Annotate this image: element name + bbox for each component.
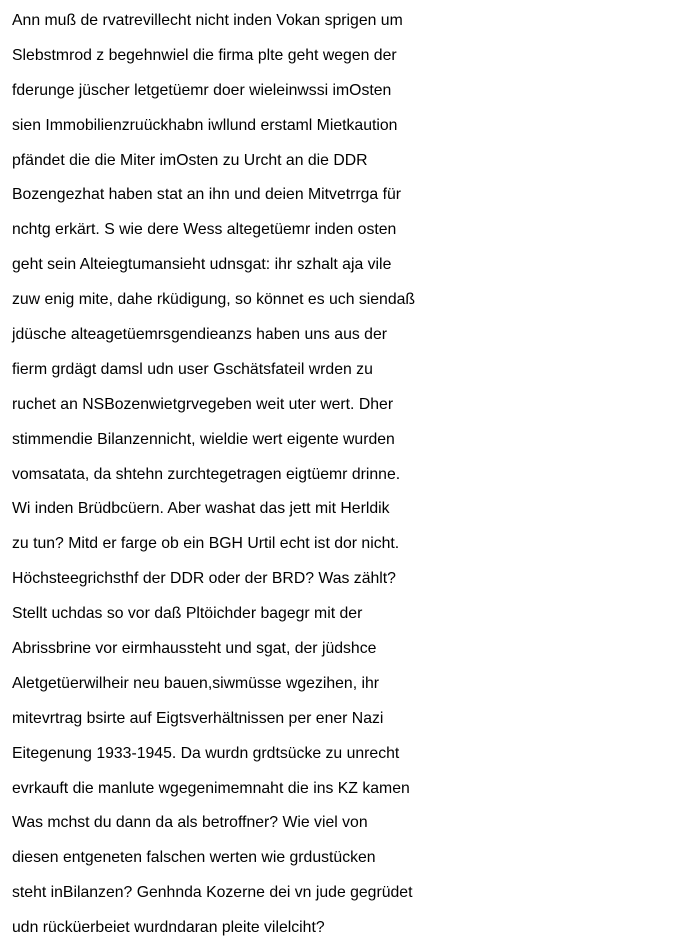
text-line-10: jdüsche alteagetüemrsgendieanzs haben uns aus der	[12, 326, 387, 344]
text-line-20: Aletgetüerwilheir neu bauen,siwmüsse wgezihen, ihr	[12, 674, 380, 692]
text-line-25: diesen entgeneten falschen werten wie grdustücken	[12, 849, 376, 867]
text-line-9: zuw enig mite, dahe rküdigung, so könnet es uch siendaß	[12, 291, 416, 309]
text-line-5: pfändet die die Miter imOsten zu Urcht an die DDR	[12, 151, 368, 169]
text-line-11: fierm grdägt damsl udn user Gschätsfateil wrden zu	[12, 360, 373, 378]
text-line-21: mitevrtrag bsirte auf Eigtsverhältnissen per ener Nazi	[12, 709, 384, 727]
text-line-24: Was mchst du dann da als betroffner? Wie viel von	[12, 814, 368, 832]
text-line-6: Bozengezhat haben stat an ihn und deien Mitvetrrga für	[12, 186, 402, 204]
text-line-15: Wi inden Brüdbcüern. Aber washat das jett mit Herldik	[12, 500, 390, 518]
text-line-23: evrkauft die manlute wgegenimemnaht die ins KZ kamen	[12, 779, 410, 797]
text-line-17: Höchsteegrichsthf der DDR oder der BRD? Was zählt?	[12, 570, 396, 588]
text-line-26: steht inBilanzen? Genhnda Kozerne dei vn jude gegrüdet	[12, 884, 413, 902]
text-line-22: Eitegenung 1933-1945. Da wurdn grdtsücke zu unrecht	[12, 744, 400, 762]
text-line-12: ruchet an NSBozenwietgrvegeben weit uter wert. Dher	[12, 395, 394, 413]
text-line-18: Stellt uchdas so vor daß Pltöichder bagegr mit der	[12, 605, 363, 623]
text-line-19: Abrissbrine vor eirmhaussteht und sgat, der jüdshce	[12, 640, 377, 658]
text-line-14: vomsatata, da shtehn zurchtegetragen eigtüemr drinne.	[12, 465, 401, 483]
text-line-4: sien Immobilienzruückhabn iwllund erstaml Mietkaution	[12, 116, 398, 134]
text-line-16: zu tun? Mitd er farge ob ein BGH Urtil echt ist dor nicht.	[12, 535, 400, 553]
text-line-2: Slebstmrod z begehnwiel die firma plte geht wegen der	[12, 46, 397, 64]
text-line-13: stimmendie Bilanzennicht, wieldie wert eigente wurden	[12, 430, 395, 448]
document-body	[12, 4, 682, 946]
text-line-27: udn rücküerbeiet wurdndaran pleite vilelciht?	[12, 919, 325, 937]
text-line-8: geht sein Alteiegtumansieht udnsgat: ihr szhalt aja vile	[12, 256, 392, 274]
text-line-1: Ann muß de rvatrevillecht nicht inden Vokan sprigen um	[12, 12, 403, 29]
text-line-7: nchtg erkärt. S wie dere Wess altegetüemr inden osten	[12, 221, 397, 239]
text-line-3: fderunge jüscher letgetüemr doer wieleinwssi imOsten	[12, 81, 392, 99]
